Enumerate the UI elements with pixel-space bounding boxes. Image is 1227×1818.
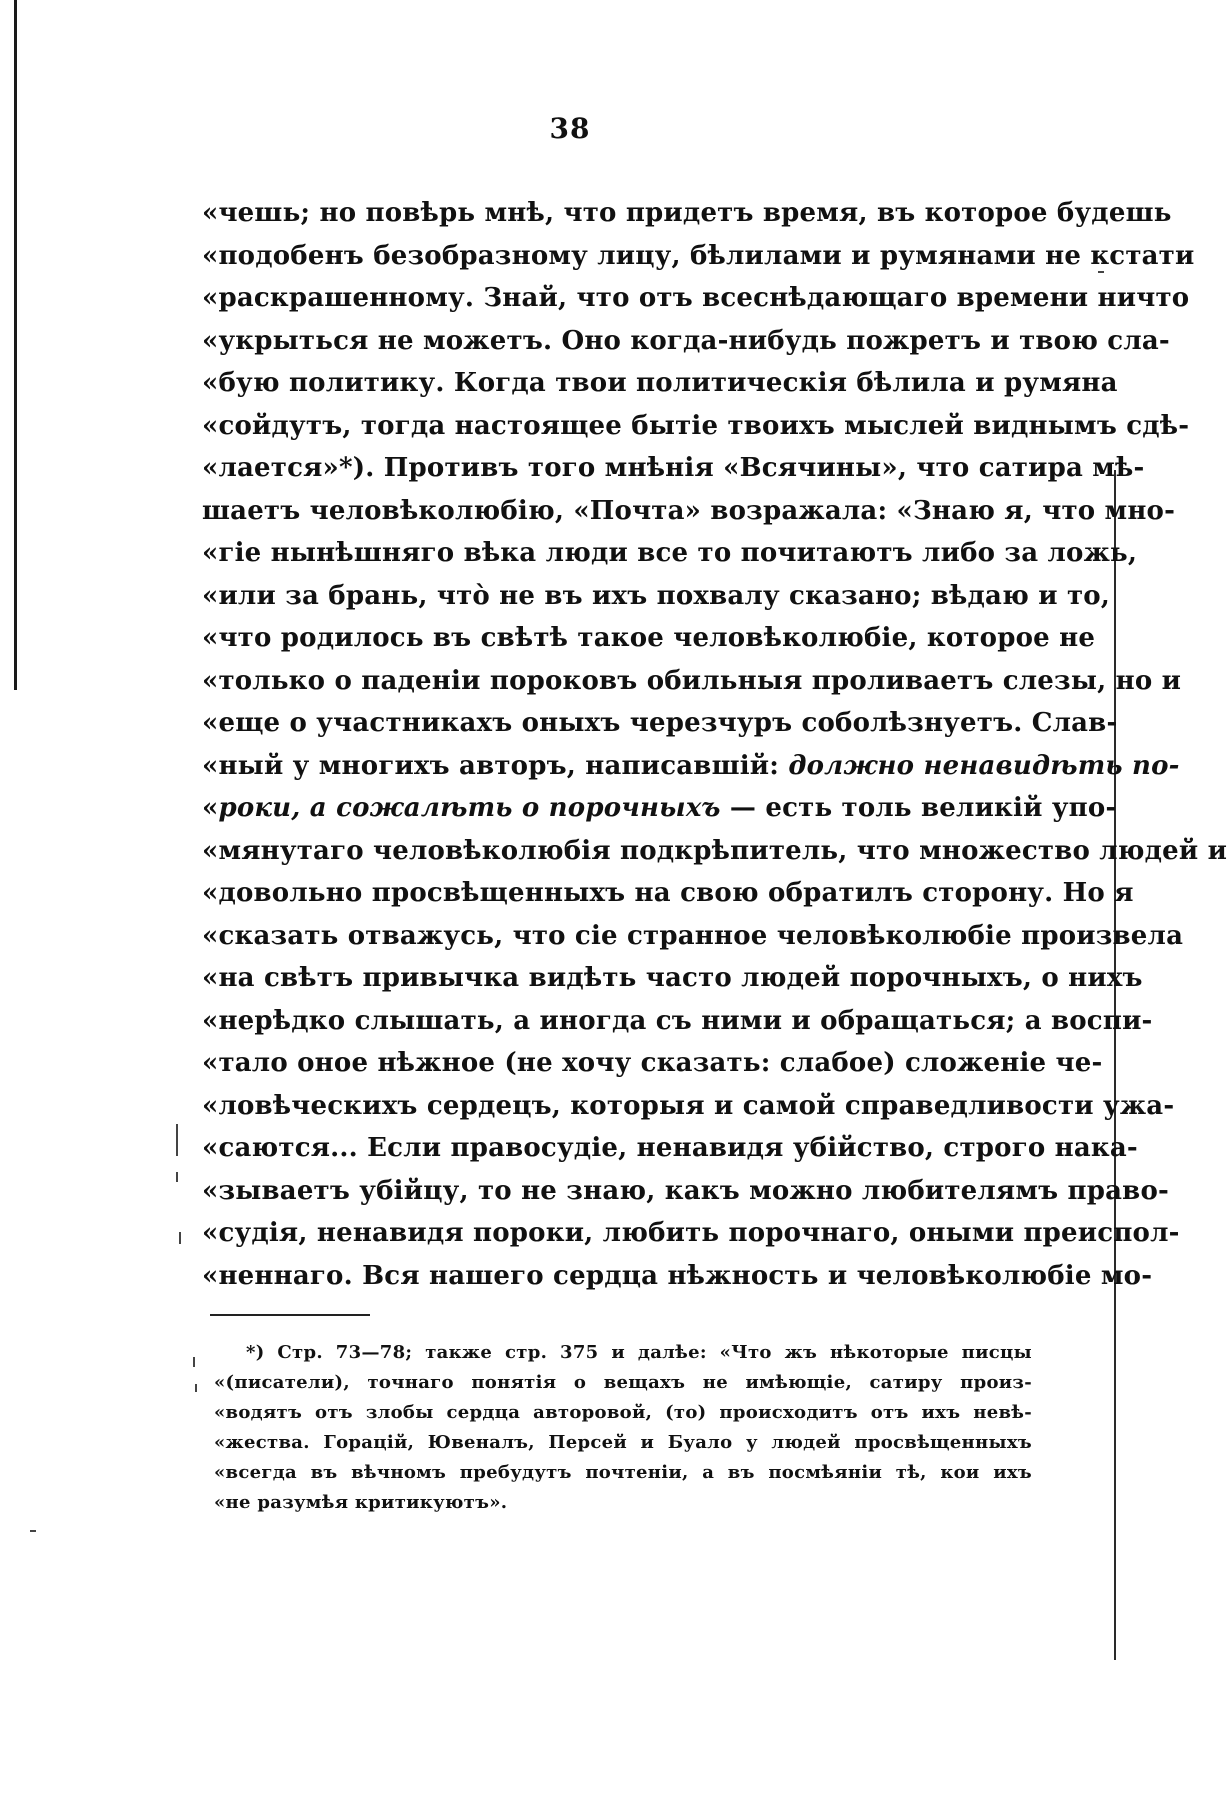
footnote-line: «всегда въ вѣчномъ пребудутъ почтеніи, а въ посмѣяніи тѣ, кои ихъ: [214, 1462, 1032, 1483]
footnote: [214, 1338, 1032, 1518]
line-text: «что родилось въ свѣтѣ такое человѣколюбіе, которое не: [202, 623, 1096, 653]
line-text: «раскрашенному. Знай, что отъ всеснѣдающаго времени ничто: [202, 283, 1190, 313]
line-text: «еще о участникахъ оныхъ черезчуръ соболѣзнуетъ. Слав-: [202, 708, 1118, 738]
italic-quote: должно ненавидѣть по-: [788, 750, 1180, 781]
body-line: [202, 1255, 1153, 1298]
footnote-line: «не разумѣя критикуютъ».: [214, 1492, 508, 1513]
line-text: «ный у многихъ авторъ, написавшій:: [202, 750, 789, 781]
line-text: «: [202, 793, 219, 823]
page-number: 38: [549, 112, 591, 145]
line-text: «довольно просвѣщенныхъ на свою обратилъ сторону. Но я: [202, 878, 1134, 908]
body-line: [202, 1000, 1153, 1043]
line-text: «судія, ненавидя пороки, любить порочнаго, оными преиспол-: [202, 1218, 1180, 1248]
line-text: «саются... Если правосудіе, ненавидя убійство, строго нака-: [202, 1133, 1138, 1163]
body-line: [202, 277, 1190, 320]
line-text: «мянутаго человѣколюбія подкрѣпитель, что множество людей и: [202, 835, 1227, 866]
footnote-line: «водятъ отъ злобы сердца авторовой, (то) происходитъ отъ ихъ невѣ-: [214, 1402, 1032, 1423]
body-line: [202, 235, 1195, 278]
body-line: [202, 320, 1170, 363]
footnote-separator: [210, 1314, 370, 1316]
body-text: [202, 192, 1227, 1297]
line-text: «ловѣческихъ сердецъ, которыя и самой справедливости ужа-: [202, 1090, 1175, 1121]
body-line: [202, 1127, 1138, 1170]
body-line: [202, 1170, 1169, 1213]
line-text: «тало оное нѣжное (не хочу сказать: слабое) сложеніе че-: [202, 1048, 1103, 1078]
footnote-line: *) Стр. 73—78; также стр. 375 и далѣе: «Что жъ нѣкоторые писцы: [246, 1342, 1032, 1363]
body-line: [202, 745, 1180, 788]
line-text: «бую политику. Когда твои политическія бѣлила и румяна: [202, 368, 1118, 398]
body-line: [202, 532, 1138, 575]
line-text: «чешь; но повѣрь мнѣ, что придетъ время, въ которое будешь: [202, 198, 1172, 228]
body-line: [202, 1042, 1103, 1085]
body-line: [202, 490, 1176, 533]
footnote-line: «жества. Горацій, Ювеналъ, Персей и Буало у людей просвѣщенныхъ: [214, 1432, 1032, 1453]
line-text: «неннаго. Вся нашего сердца нѣжность и человѣколюбіе мо-: [202, 1260, 1153, 1291]
page-edge-right: [1114, 470, 1116, 1660]
line-text: «или за брань, чтò не въ ихъ похвалу сказано; вѣдаю и то,: [202, 580, 1111, 611]
body-line: [202, 1212, 1180, 1255]
line-text: «гіе нынѣшняго вѣка люди все то почитаютъ либо за ложь,: [202, 538, 1138, 568]
italic-quote: роки, а сожалѣть о порочныхъ: [218, 793, 721, 823]
line-text: «зываетъ убійцу, то не знаю, какъ можно любителямъ право-: [202, 1175, 1169, 1206]
line-text: «нерѣдко слышать, а иногда съ ними и обращаться; а воспи-: [202, 1005, 1153, 1036]
scan-speck: [195, 1384, 197, 1392]
scan-speck: [179, 1232, 181, 1244]
line-text: — есть толь великій упо-: [720, 793, 1117, 823]
scan-speck: [176, 1172, 178, 1182]
body-line: [202, 405, 1190, 448]
body-line: [202, 830, 1227, 873]
line-text: шаетъ человѣколюбію, «Почта» возражала: «Знаю я, что мно-: [202, 495, 1176, 526]
scan-speck: [193, 1357, 195, 1367]
line-text: «укрыться не можетъ. Оно когда-нибудь пожретъ и твою сла-: [202, 325, 1170, 356]
body-line: [202, 1085, 1175, 1128]
body-line: [202, 872, 1134, 915]
line-text: «только о паденіи пороковъ обильныя проливаетъ слезы, но и: [202, 665, 1182, 696]
scan-speck: [1098, 271, 1104, 273]
body-line: [202, 617, 1096, 660]
page-edge-left: [14, 0, 17, 690]
line-text: «сойдутъ, тогда настоящее бытіе твоихъ мыслей виднымъ сдѣ-: [202, 410, 1190, 441]
body-line: [202, 787, 1117, 830]
body-line: [202, 575, 1111, 618]
line-text: «на свѣтъ привычка видѣть часто людей порочныхъ, о нихъ: [202, 963, 1143, 993]
body-line: [202, 915, 1184, 958]
line-text: «лается»*). Противъ того мнѣнія «Всячины», что сатира мѣ-: [202, 453, 1145, 483]
body-line: [202, 957, 1143, 1000]
body-line: [202, 660, 1182, 703]
scan-speck: [30, 1530, 36, 1532]
line-text: «сказать отважусь, что сіе странное человѣколюбіе произвела: [202, 920, 1184, 951]
scan-speck: [176, 1124, 178, 1156]
body-line: [202, 362, 1118, 405]
line-text: «подобенъ безобразному лицу, бѣлилами и румянами не кстати: [202, 240, 1195, 271]
body-line: [202, 447, 1145, 490]
body-line: [202, 192, 1172, 235]
body-line: [202, 702, 1118, 745]
footnote-line: «(писатели), точнаго понятія о вещахъ не имѣющіе, сатиру произ-: [214, 1372, 1032, 1393]
